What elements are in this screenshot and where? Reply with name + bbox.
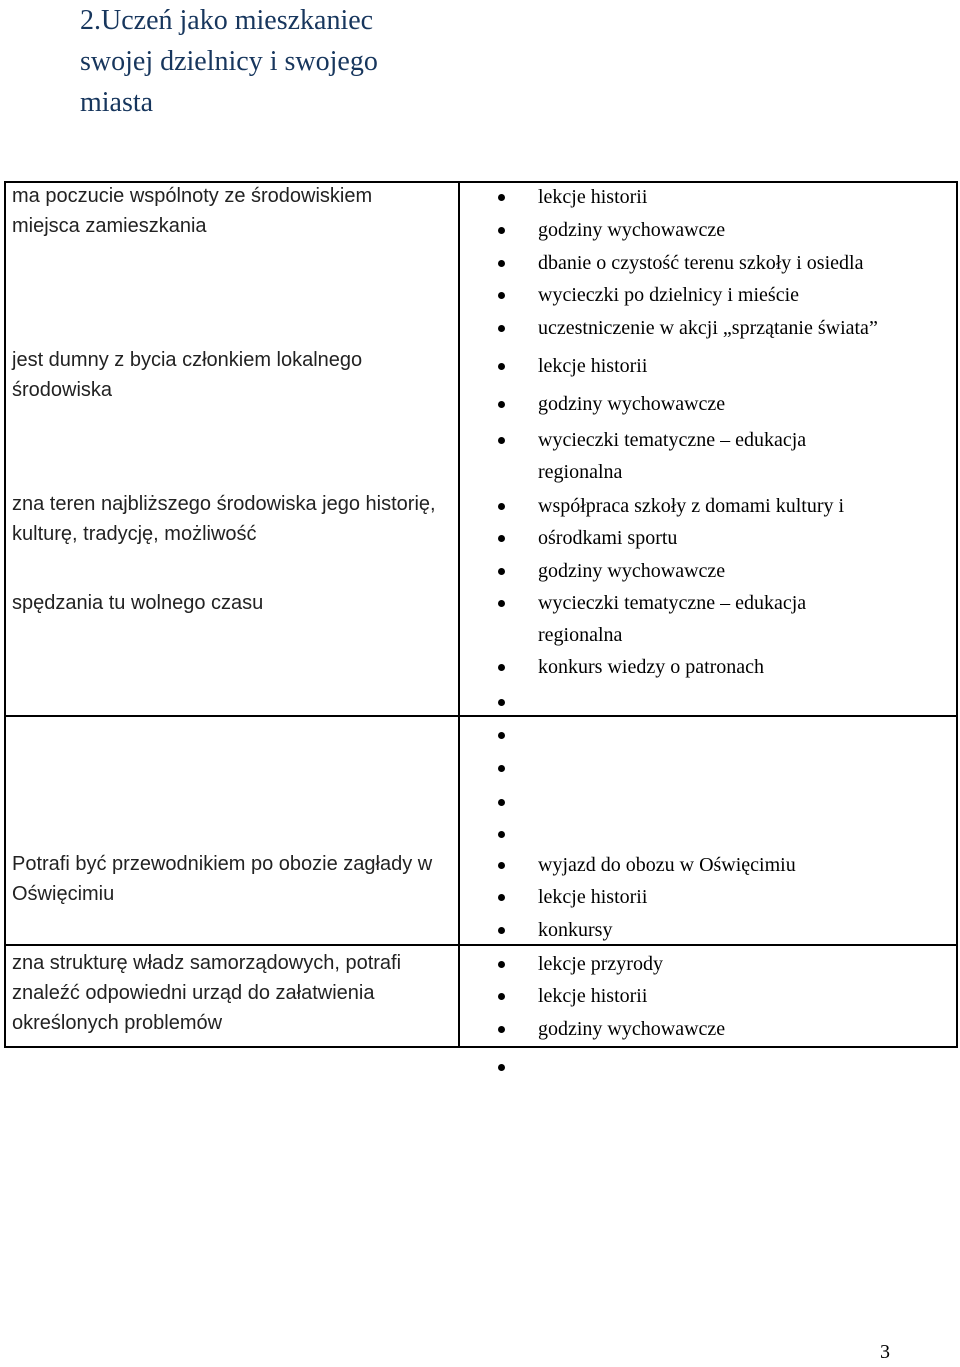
bullet-icon bbox=[498, 363, 505, 370]
goal-cell bbox=[12, 489, 436, 549]
list-item-text bbox=[538, 587, 806, 651]
list-item-text: konkursy bbox=[538, 919, 613, 941]
list-item-text: uczestniczenie w akcji „sprzątanie świata” bbox=[538, 317, 878, 339]
list-item-text: lekcje historii bbox=[538, 985, 648, 1007]
list-item-text-line: regionalna bbox=[538, 624, 623, 646]
goal-cell bbox=[12, 345, 362, 405]
list-item-text: lekcje historii bbox=[538, 186, 648, 208]
bullet-icon bbox=[498, 1064, 505, 1071]
list-item-text: wycieczki po dzielnicy i mieście bbox=[538, 284, 800, 306]
bullet-icon bbox=[498, 437, 505, 444]
bullet-icon bbox=[498, 260, 505, 267]
list-item-text-line: wycieczki tematyczne – edukacja bbox=[538, 592, 807, 614]
list-item-text: godziny wychowawcze bbox=[538, 1018, 726, 1040]
goal-text-line: kulturę, tradycję, możliwość bbox=[12, 523, 257, 545]
list-item-text: współpraca szkoły z domami kultury i bbox=[538, 495, 845, 517]
bullet-icon bbox=[498, 194, 505, 201]
goal-cell bbox=[12, 849, 432, 909]
table-column-divider bbox=[458, 181, 460, 1048]
page-number: 3 bbox=[880, 1341, 890, 1363]
goal-text-line: Oświęcimiu bbox=[12, 883, 115, 905]
list-item-text: godziny wychowawcze bbox=[538, 393, 726, 415]
bullet-icon bbox=[498, 292, 505, 299]
bullet-icon bbox=[498, 831, 505, 838]
bullet-icon bbox=[498, 862, 505, 869]
bullet-icon bbox=[498, 568, 505, 575]
list-item-text bbox=[538, 424, 806, 488]
goal-text-line: zna teren najbliższego środowiska jego historię, bbox=[12, 493, 436, 515]
goal-text-line: Potrafi być przewodnikiem po obozie zagłady w bbox=[12, 853, 433, 875]
bullet-icon bbox=[498, 894, 505, 901]
goal-text-line: określonych problemów bbox=[12, 1012, 223, 1034]
section-title-line: miasta bbox=[80, 87, 154, 118]
list-item-text: godziny wychowawcze bbox=[538, 219, 726, 241]
list-item-text-line: wycieczki tematyczne – edukacja bbox=[538, 429, 807, 451]
bullet-icon bbox=[498, 535, 505, 542]
bullet-icon bbox=[498, 799, 505, 806]
bullet-icon bbox=[498, 765, 505, 772]
list-item-text: ośrodkami sportu bbox=[538, 527, 678, 549]
list-item-text: wyjazd do obozu w Oświęcimiu bbox=[538, 854, 796, 876]
list-item-text: konkurs wiedzy o patronach bbox=[538, 656, 765, 678]
goal-text-line: znaleźć odpowiedni urząd do załatwienia bbox=[12, 982, 375, 1004]
goal-cell bbox=[12, 948, 401, 1038]
list-item-text: lekcje historii bbox=[538, 355, 648, 377]
bullet-icon bbox=[498, 699, 505, 706]
bullet-icon bbox=[498, 732, 505, 739]
table-row-divider bbox=[4, 715, 958, 717]
list-item-text: dbanie o czystość terenu szkoły i osiedla bbox=[538, 252, 864, 274]
bullet-icon bbox=[498, 503, 505, 510]
bullet-icon bbox=[498, 1026, 505, 1033]
bullet-icon bbox=[498, 664, 505, 671]
goal-cell bbox=[12, 588, 263, 618]
bullet-icon bbox=[498, 961, 505, 968]
list-item-text: godziny wychowawcze bbox=[538, 560, 726, 582]
table-row-divider bbox=[4, 944, 958, 946]
list-item-text: lekcje historii bbox=[538, 886, 648, 908]
list-item-text: lekcje przyrody bbox=[538, 953, 663, 975]
goal-cell bbox=[12, 181, 372, 241]
section-title-line: swojej dzielnicy i swojego bbox=[80, 46, 378, 77]
bullet-icon bbox=[498, 325, 505, 332]
goal-text-line: spędzania tu wolnego czasu bbox=[12, 592, 264, 614]
bullet-icon bbox=[498, 600, 505, 607]
section-title-line: 2.Uczeń jako mieszkaniec bbox=[80, 5, 374, 36]
goal-text-line: jest dumny z bycia członkiem lokalnego bbox=[12, 349, 363, 371]
goal-text-line: miejsca zamieszkania bbox=[12, 215, 207, 237]
goal-text-line: ma poczucie wspólnoty ze środowiskiem bbox=[12, 185, 373, 207]
goal-text-line: zna strukturę władz samorządowych, potrafi bbox=[12, 952, 402, 974]
bullet-icon bbox=[498, 227, 505, 234]
list-item-text-line: regionalna bbox=[538, 461, 623, 483]
bullet-icon bbox=[498, 927, 505, 934]
goal-text-line: środowiska bbox=[12, 379, 113, 401]
section-title bbox=[80, 0, 500, 123]
bullet-icon bbox=[498, 993, 505, 1000]
bullet-icon bbox=[498, 401, 505, 408]
